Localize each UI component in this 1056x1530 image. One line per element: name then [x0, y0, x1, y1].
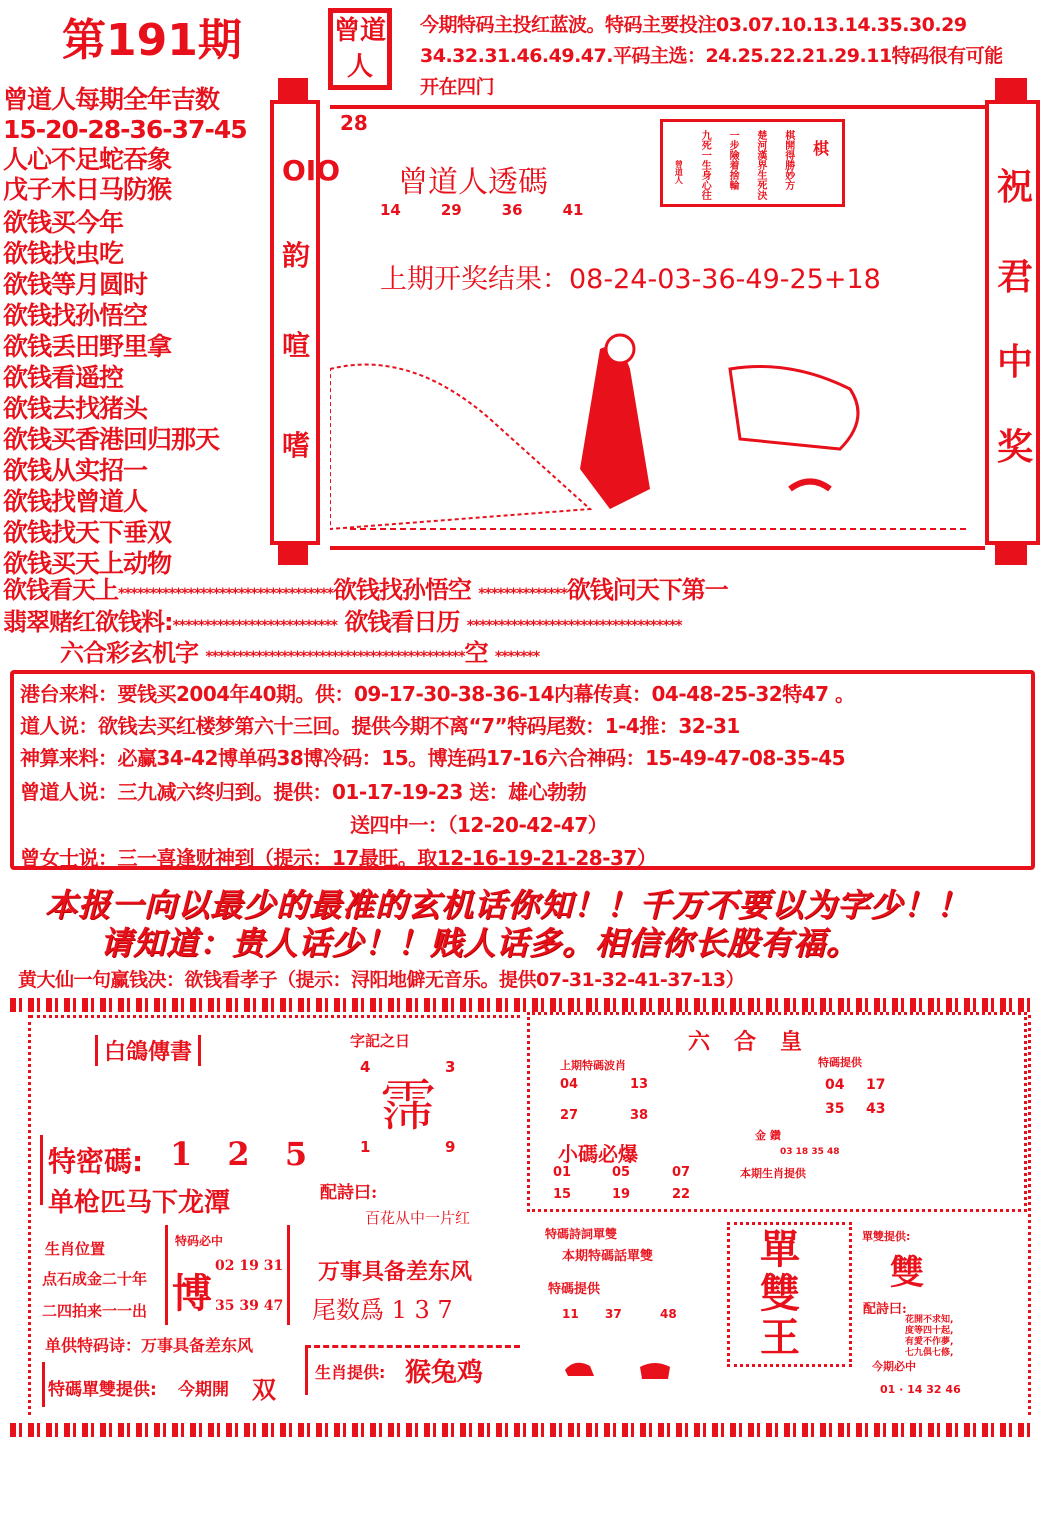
info-line: 道人说：欲钱去买红楼梦第六十三回。提供今期不离“7”特码尾数：1-4推：32-31	[20, 714, 740, 738]
pole-char: 奖	[997, 427, 1034, 468]
number: 14	[380, 201, 401, 219]
lace-border-bottom	[10, 1423, 1030, 1437]
bo-label: 特码必中	[175, 1234, 224, 1248]
left-line: 戊子木日马防猴	[3, 175, 172, 204]
king-text	[760, 1228, 800, 1360]
header-line-2: 34.32.31.46.49.47.平码主选：24.25.22.21.29.11特码很有可能	[420, 45, 1003, 67]
slogan-1: 本报一向以最少的最准的玄机话你知！！千万不要以为字少！！	[45, 886, 970, 924]
last-result: 上期开奖结果：08-24-03-36-49-25+18	[380, 264, 881, 295]
sp-number: 04	[825, 1077, 845, 1093]
zodiac-give-label: 生肖提供:	[315, 1363, 386, 1382]
sp-number: 43	[866, 1101, 886, 1117]
special-label: 特密碼:	[48, 1145, 144, 1178]
star-line-3	[60, 633, 539, 668]
poem-title: 棋	[810, 140, 830, 156]
info-line: 曾女士说：三一喜逢财神到（提示：17最旺。取12-16-19-21-28-37）	[20, 846, 657, 870]
slogan-2: 请知道：贵人话少！！贱人话多。相信你长股有福。	[100, 924, 860, 962]
lace-border-top	[10, 998, 1030, 1012]
text: 欲钱找孙悟空	[332, 576, 471, 604]
left-line: 15-20-28-36-37-45	[3, 115, 247, 144]
small-number: 22	[672, 1187, 691, 1202]
dotted-border	[28, 1015, 31, 1415]
poem2-line: 七九俱七修,	[905, 1348, 954, 1358]
scroll-left-pole: OIO 韵 喧 嗜	[270, 100, 320, 545]
zodiac-values: 猴兔鸡	[405, 1358, 484, 1388]
small-number: 05	[612, 1165, 631, 1180]
sd-poem-label: 特碼詩詞單雙	[545, 1227, 618, 1241]
stars: **************************	[172, 618, 337, 634]
baihe-title: 白鴿傳書	[95, 1035, 201, 1066]
brand-numbers	[380, 201, 584, 219]
left-line: 欲钱找曾道人	[3, 487, 148, 516]
monk-illustration	[330, 309, 985, 549]
king-char: 單	[760, 1227, 800, 1273]
small-number: 07	[672, 1165, 691, 1180]
dotted-border	[1028, 1015, 1031, 1415]
give-poem: 单供特码诗：万事具备差东风	[45, 1336, 254, 1355]
special-poem: 单枪匹马下龙潭	[48, 1188, 231, 1218]
sd-number: 37	[605, 1307, 622, 1321]
left-line: 曾道人每期全年吉数	[3, 85, 220, 114]
riddle-number: 1	[360, 1138, 371, 1156]
text: 翡翠赌红欲钱料:	[3, 608, 173, 636]
wave-number: 13	[630, 1077, 649, 1092]
poem2-line: 度等四十起,	[905, 1326, 954, 1336]
pole-char: 中	[997, 342, 1034, 383]
riddle-number: 3	[445, 1058, 456, 1076]
stars: **************	[478, 586, 567, 602]
header-line-1: 今期特码主投红蓝波。特码主要投注03.07.10.13.14.35.30.29	[420, 14, 967, 36]
bo-char: 博	[172, 1271, 212, 1317]
jinqi-label: 今期必中	[872, 1360, 916, 1373]
sp-number: 17	[866, 1077, 886, 1093]
bo-numbers: 35 39 47	[215, 1298, 284, 1314]
text: 欲钱看日历	[344, 608, 460, 636]
sd-number: 11	[562, 1307, 579, 1321]
wave-number: 04	[560, 1077, 579, 1092]
poem-col: 楚河漢界生死決	[754, 130, 766, 200]
odd-even-label2: 今期開	[178, 1380, 229, 1400]
text: 欲钱看天上	[3, 576, 118, 604]
left-line: 欲钱从实招一	[3, 456, 148, 485]
king-char: 王	[760, 1315, 800, 1361]
wave-number: 38	[630, 1108, 649, 1123]
left-line: 欲钱去找猪头	[3, 394, 148, 423]
sp-number: 35	[825, 1101, 845, 1117]
small-number: 15	[553, 1187, 572, 1202]
left-line: 欲钱买今年	[3, 208, 124, 237]
poem2-line: 花開不求知,	[905, 1315, 954, 1325]
text: 空	[464, 639, 488, 667]
gold-label: 金 鑽	[755, 1129, 781, 1142]
small-number: 01	[553, 1165, 572, 1180]
info-line: 曾道人说：三九减六终归到。提供：01-17-19-23 送：雄心勃勃	[20, 780, 587, 804]
liuhe-title: 六合皇	[688, 1030, 827, 1055]
left-line: 人心不足蛇吞象	[3, 145, 172, 174]
last-wave-label: 上期特碼波肖	[560, 1059, 626, 1072]
text: 欲钱问天下第一	[566, 576, 728, 604]
poem-col: 一步險着捨輪	[727, 130, 739, 190]
riddle-title: 字記之日	[350, 1032, 411, 1050]
stars: **********************************	[466, 618, 682, 634]
zodiac-this-label: 本期生肖提供	[740, 1167, 806, 1180]
pole-char: 祝	[997, 167, 1034, 208]
sd-number: 48	[660, 1307, 677, 1321]
dotted-border	[30, 1015, 520, 1018]
gold-numbers: 03 18 35 48	[780, 1147, 840, 1157]
zodiac-position: 生肖位置	[45, 1240, 106, 1258]
riddle-number: 4	[360, 1058, 371, 1076]
special-numbers: 1 2 5	[170, 1135, 320, 1173]
brand-text: 曾道人透碼	[398, 165, 548, 200]
special-give-label: 特碼提供	[818, 1056, 862, 1069]
corner-number: 28	[340, 111, 368, 135]
star-line-2	[3, 602, 682, 637]
text: 六合彩玄机字	[60, 639, 198, 667]
scroll-picture	[330, 105, 985, 550]
shuang-char: 雙	[890, 1253, 924, 1293]
scroll-right-pole	[985, 100, 1040, 545]
info-line: 送四中一：（12-20-42-47）	[350, 813, 608, 837]
small-number: 19	[612, 1187, 631, 1202]
odd-even-value: 双	[252, 1376, 276, 1404]
tail-numbers: 尾数爲 1 3 7	[312, 1296, 453, 1324]
left-line: 欲钱找孙悟空	[3, 301, 148, 330]
bo-numbers: 02 19 31	[215, 1258, 284, 1274]
poem-col: 棋開得勝妙方	[782, 130, 794, 190]
poem2-line: 有愛不作夢,	[905, 1337, 954, 1347]
number: 41	[562, 201, 584, 219]
line-b: 二四拍来一一出	[42, 1302, 148, 1320]
seal-logo: 曾道 人	[328, 8, 392, 90]
king-char: 雙	[760, 1271, 800, 1317]
wave-number: 27	[560, 1108, 579, 1123]
stars: *****************************************	[205, 649, 465, 665]
shuang-give-label: 單雙提供:	[862, 1230, 911, 1243]
peishi2-label: 配詩曰:	[863, 1302, 907, 1317]
riddle-number: 9	[445, 1138, 456, 1156]
riddle-char: 霈	[380, 1074, 436, 1139]
header-line-3: 开在四门	[420, 76, 495, 98]
left-line: 欲钱等月圆时	[3, 270, 148, 299]
issue-title: 第191期	[62, 15, 242, 66]
number: 36	[501, 201, 523, 219]
poem2	[905, 1315, 953, 1359]
line-a: 点石成金二十年	[42, 1270, 148, 1288]
stars: *******	[494, 649, 540, 665]
poem-col: 曾道人	[674, 160, 684, 184]
info-line: 神算来料：必赢34-42博单码38博冷码：15。博连码17-16六合神码：15-49-47-08-35-45	[20, 746, 846, 770]
number: 29	[440, 201, 462, 219]
peishi-line: 百花从中一片红	[365, 1209, 471, 1227]
big-poem: 万事具备差东风	[318, 1260, 473, 1285]
huang-line: 黄大仙一句赢钱决：欲钱看孝子（提示：浔阳地僻无音乐。提供07-31-32-41-37-13）	[18, 969, 745, 991]
poem-box	[660, 119, 845, 207]
stars: **********************************	[118, 586, 333, 602]
left-line: 欲钱找天下垂双	[3, 518, 172, 547]
odd-even-label: 特碼單雙提供:	[48, 1380, 157, 1400]
star-line-1	[3, 570, 728, 605]
left-line: 欲钱找虫吃	[3, 239, 124, 268]
left-line: 欲钱丢田野里拿	[3, 332, 172, 361]
sd-give-label: 特碼提供	[548, 1282, 601, 1297]
poem-col: 九死一生身心往	[699, 130, 711, 200]
sd-poem-line: 本期特碼話單雙	[562, 1249, 654, 1264]
left-line: 欲钱买香港回归那天	[3, 425, 220, 454]
animal-icons	[560, 1355, 680, 1385]
small-boom-label: 小碼必爆	[558, 1142, 638, 1166]
final-numbers: 01 · 14 32 46	[880, 1383, 961, 1396]
info-line: 港台来料：要钱买2004年40期。供：09-17-30-38-36-14内幕传真：04-48-25-32特47 。	[20, 682, 855, 706]
peishi-label: 配詩曰:	[320, 1183, 378, 1203]
left-line: 欲钱看遥控	[3, 363, 124, 392]
pole-char: 君	[997, 257, 1034, 298]
left-line: 欲钱买天上动物	[3, 549, 172, 578]
